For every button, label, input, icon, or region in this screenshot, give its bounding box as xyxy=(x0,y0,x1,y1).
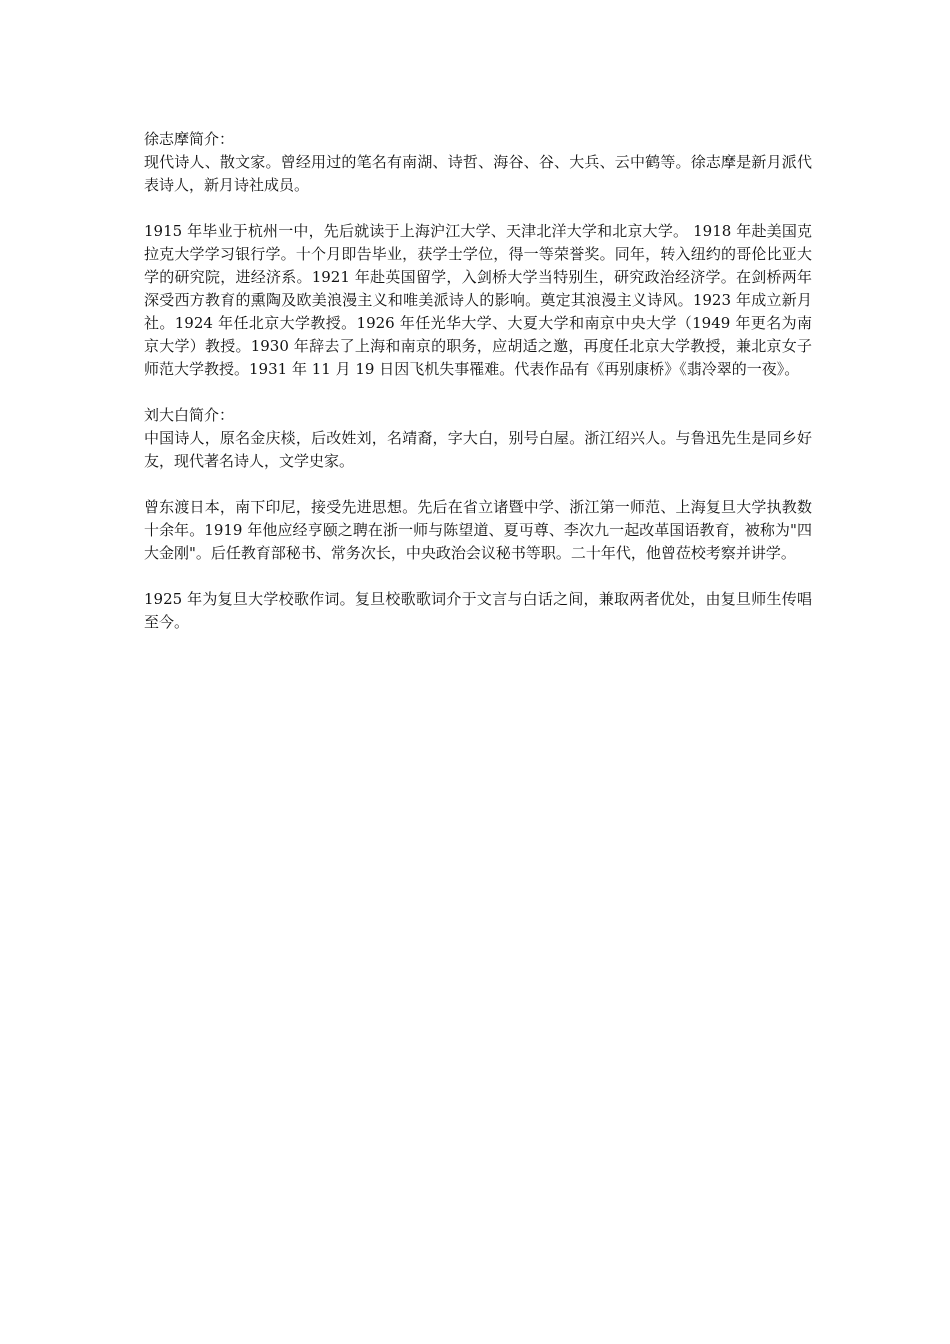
paragraph-spacer xyxy=(144,473,812,496)
document-body xyxy=(144,128,812,634)
liu-intro-paragraph: 中国诗人，原名金庆棪，后改姓刘，名靖裔，字大白，别号白屋。浙江绍兴人。与鲁迅先生是同乡好友，现代著名诗人，文学史家。 xyxy=(144,429,812,470)
liu-anthem-paragraph: 1925 年为复旦大学校歌作词。复旦校歌歌词介于文言与白话之间，兼取两者优处，由复旦师生传唱至今。 xyxy=(144,590,812,631)
xu-bio-paragraph: 1915 年毕业于杭州一中，先后就读于上海沪江大学、天津北洋大学和北京大学。 1918 年赴美国克拉克大学学习银行学。十个月即告毕业，获学士学位，得一等荣誉奖。同年，转入纽约的哥伦比亚大学的研究院，进经济系。1921 年赴英国留学，入剑桥大学当特别生，研究政治经济学。在剑桥两年深受西方教育的熏陶及欧美浪漫主义和唯美派诗人的影响。奠定其浪漫主义诗风。1923 年成立新月社。1924 年任北京大学教授。1926 年任光华大学、大夏大学和南京中央大学（1949 年更名为南京大学）教授。1930 年辞去了上海和南京的职务，应胡适之邀，再度任北京大学教授，兼北京女子师范大学教授。1931 年 11 月 19 日因飞机失事罹难。代表作品有《再别康桥》《翡冷翠的一夜》。 xyxy=(144,222,812,378)
paragraph-spacer xyxy=(144,565,812,588)
liu-bio-paragraph: 曾东渡日本，南下印尼，接受先进思想。先后在省立诸暨中学、浙江第一师范、上海复旦大学执教数十余年。1919 年他应经亨颐之聘在浙一师与陈望道、夏丏尊、李次九一起改革国语教育，被称为"四大金刚"。后任教育部秘书、常务次长，中央政治会议秘书等职。二十年代，他曾莅校考察并讲学。 xyxy=(144,498,812,562)
paragraph-spacer xyxy=(144,381,812,404)
liu-heading: 刘大白简介： xyxy=(144,406,235,424)
paragraph-spacer xyxy=(144,197,812,220)
xu-intro-paragraph: 现代诗人、散文家。曾经用过的笔名有南湖、诗哲、海谷、谷、大兵、云中鹤等。徐志摩是新月派代表诗人，新月诗社成员。 xyxy=(144,153,812,194)
xu-heading: 徐志摩简介： xyxy=(144,130,235,148)
